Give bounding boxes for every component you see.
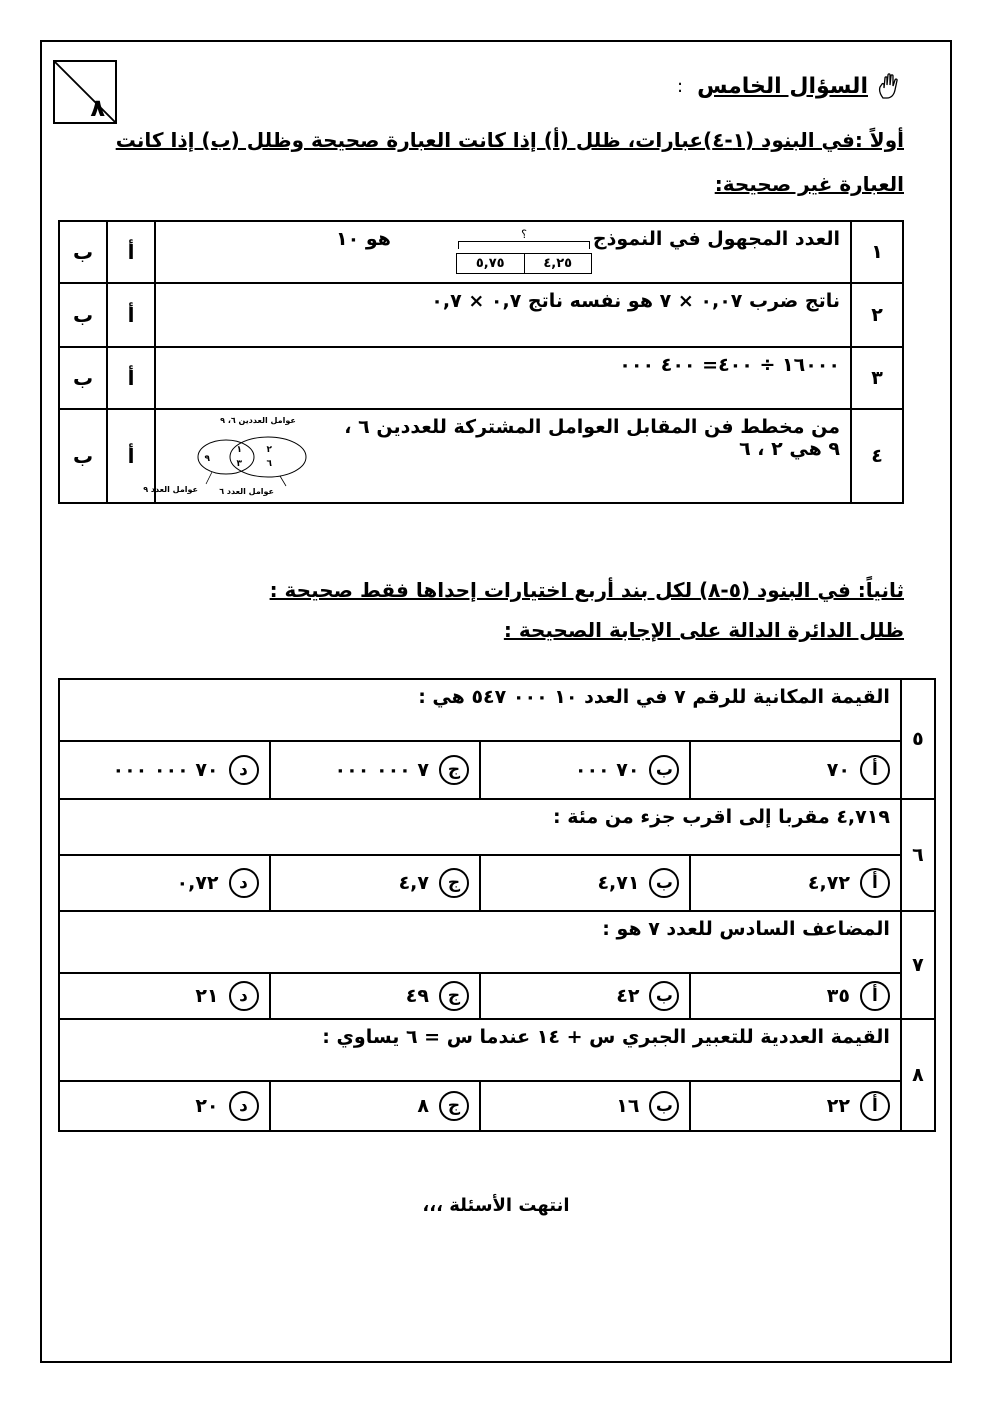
- choice-d[interactable]: [59, 1081, 270, 1131]
- choice-circle[interactable]: أ: [860, 981, 890, 1011]
- score-diagonal: [55, 62, 115, 122]
- part1-instruction: أولاً :في البنود (١-٤)عبارات، ظلل (أ) إذا كانت العبارة صحيحة وظلل (ب) إذا كانت العبارة غير صحيحة:: [115, 128, 904, 196]
- part2-sub-instruction: ظلل الدائرة الدالة على الإجابة الصحيحة :: [503, 618, 904, 642]
- choice-b[interactable]: [480, 973, 690, 1019]
- venn-top-label: عوامل العددين ٦، ٩: [220, 416, 296, 425]
- choice-circle[interactable]: أ: [860, 755, 890, 785]
- item-number: ٢: [851, 283, 903, 347]
- bar-model: [456, 228, 592, 274]
- question-text: القيمة العددية للتعبير الجبري س + ١٤ عندما س = ٦ يساوي :: [59, 1019, 901, 1081]
- statement: ناتج ضرب ٠,٠٧ × ٧ هو نفسه ناتج ٠,٧ × ٠,٧: [155, 283, 851, 347]
- choice-circle[interactable]: د: [229, 755, 259, 785]
- question-row: [59, 799, 935, 855]
- question-text: ٤,٧١٩ مقربا إلى اقرب جزء من مئة :: [59, 799, 901, 855]
- option-false[interactable]: ب: [59, 347, 107, 409]
- venn-diagram: [143, 414, 316, 496]
- choice-b[interactable]: [480, 741, 690, 799]
- choices-row: [59, 741, 935, 799]
- choice-value: ٤,٧: [398, 872, 429, 894]
- raised-hand-icon: [876, 72, 904, 100]
- item-number: ٣: [851, 347, 903, 409]
- question-text: القيمة المكانية للرقم ٧ في العدد ١٠ ٠٠٠ ٥٤٧ هي :: [59, 679, 901, 741]
- choice-a[interactable]: [690, 973, 900, 1019]
- choice-value: ٧٠ ٠٠٠ ٠٠٠: [112, 759, 219, 781]
- question-row: [59, 911, 935, 973]
- choice-value: ٧ ٠٠٠ ٠٠٠: [334, 759, 429, 781]
- choice-c[interactable]: [270, 855, 480, 911]
- part2-instruction: ثانياً: في البنود (٥-٨) لكل بند أربع اختيارات إحداها فقط صحيحة :: [269, 578, 904, 602]
- choice-c[interactable]: [270, 741, 480, 799]
- question-text: المضاعف السادس للعدد ٧ هو :: [59, 911, 901, 973]
- bar-model-left: ٥,٧٥: [475, 256, 505, 271]
- question-row: [59, 1019, 935, 1081]
- end-text: انتهت الأسئلة ،،،: [422, 1195, 570, 1216]
- choice-c[interactable]: [270, 973, 480, 1019]
- choices-row: [59, 973, 935, 1019]
- statement-text: من مخطط فن المقابل العوامل المشتركة للعددين ٦ ، ٩ هي ٢ ، ٦: [344, 416, 840, 460]
- question-number: ٧: [901, 911, 935, 1019]
- choice-circle[interactable]: ب: [649, 868, 679, 898]
- bar-model-bracket: [458, 241, 590, 249]
- choice-d[interactable]: [59, 973, 270, 1019]
- statement: [155, 221, 851, 283]
- choice-circle[interactable]: ج: [439, 1091, 469, 1121]
- choice-value: ٧٠: [826, 759, 850, 781]
- bar-model-question: ؟: [521, 228, 527, 241]
- choice-d[interactable]: [59, 741, 270, 799]
- choice-circle[interactable]: ج: [439, 981, 469, 1011]
- choice-circle[interactable]: أ: [860, 1091, 890, 1121]
- question-number: ٨: [901, 1019, 935, 1131]
- choice-value: ٢٢: [826, 1095, 850, 1117]
- venn-right-bottom: ٦: [266, 459, 272, 469]
- choice-value: ٤,٧٢: [807, 872, 850, 894]
- table-row: [59, 409, 903, 503]
- choice-circle[interactable]: ب: [649, 1091, 679, 1121]
- choice-circle[interactable]: ب: [649, 755, 679, 785]
- option-true[interactable]: أ: [107, 221, 155, 283]
- table-row: [59, 283, 903, 347]
- question-number: ٥: [901, 679, 935, 799]
- statement-text: العدد المجهول في النموذج: [592, 228, 840, 250]
- choice-value: ٤,٧١: [597, 872, 640, 894]
- choice-value: ١٦: [616, 1095, 640, 1117]
- score-box: [53, 60, 117, 124]
- choice-value: ٠,٧٢: [176, 872, 219, 894]
- option-false[interactable]: ب: [59, 283, 107, 347]
- choice-d[interactable]: [59, 855, 270, 911]
- statement-suffix: هو ١٠: [336, 228, 391, 250]
- choice-value: ٤٩: [405, 985, 429, 1007]
- choice-circle[interactable]: ب: [649, 981, 679, 1011]
- choice-c[interactable]: [270, 1081, 480, 1131]
- option-false[interactable]: ب: [59, 409, 107, 503]
- choice-b[interactable]: [480, 855, 690, 911]
- choice-value: ٧٠ ٠٠٠: [574, 759, 640, 781]
- bar-model-right: ٤,٢٥: [524, 254, 592, 273]
- choice-value: ٢٠: [195, 1095, 219, 1117]
- option-true[interactable]: أ: [107, 409, 155, 503]
- option-false[interactable]: ب: [59, 221, 107, 283]
- section-title-text: السؤال الخامس: [697, 73, 868, 99]
- true-false-table: [58, 220, 904, 504]
- option-true[interactable]: أ: [107, 283, 155, 347]
- item-number: ١: [851, 221, 903, 283]
- bar-model-bar: [456, 253, 592, 274]
- choice-circle[interactable]: د: [229, 981, 259, 1011]
- score-mark: ٨: [90, 94, 105, 122]
- choice-a[interactable]: [690, 741, 900, 799]
- choice-value: ٣٥: [826, 985, 850, 1007]
- venn-right-top: ٢: [266, 445, 272, 455]
- multiple-choice-table: [58, 678, 936, 1132]
- choices-row: [59, 855, 935, 911]
- section-title-colon: :: [677, 75, 684, 97]
- choice-value: ٢١: [195, 985, 219, 1007]
- table-row: [59, 347, 903, 409]
- question-number: ٦: [901, 799, 935, 911]
- statement: ١٦٠٠٠ ÷ ٤٠٠= ٤٠٠ ٠٠٠: [155, 347, 851, 409]
- choice-circle[interactable]: ج: [439, 868, 469, 898]
- venn-right-label: عوامل العدد ٦: [219, 487, 274, 496]
- choice-circle[interactable]: د: [229, 868, 259, 898]
- choices-row: [59, 1081, 935, 1131]
- section-title: [677, 72, 904, 100]
- choice-circle[interactable]: د: [229, 1091, 259, 1121]
- item-number: ٤: [851, 409, 903, 503]
- choice-a[interactable]: [690, 855, 900, 911]
- choice-circle[interactable]: أ: [860, 868, 890, 898]
- option-true[interactable]: أ: [107, 347, 155, 409]
- question-row: [59, 679, 935, 741]
- choice-value: ٨: [417, 1095, 429, 1117]
- venn-common-top: ١: [236, 445, 242, 455]
- venn-common-bottom: ٣: [236, 459, 242, 469]
- choice-b[interactable]: [480, 1081, 690, 1131]
- choice-circle[interactable]: ج: [439, 755, 469, 785]
- statement: [143, 409, 851, 503]
- choice-value: ٤٢: [616, 985, 640, 1007]
- table-row: [59, 221, 903, 283]
- choice-a[interactable]: [690, 1081, 900, 1131]
- venn-left-label: عوامل العدد ٩: [143, 485, 198, 494]
- venn-left-only: ٩: [204, 454, 210, 464]
